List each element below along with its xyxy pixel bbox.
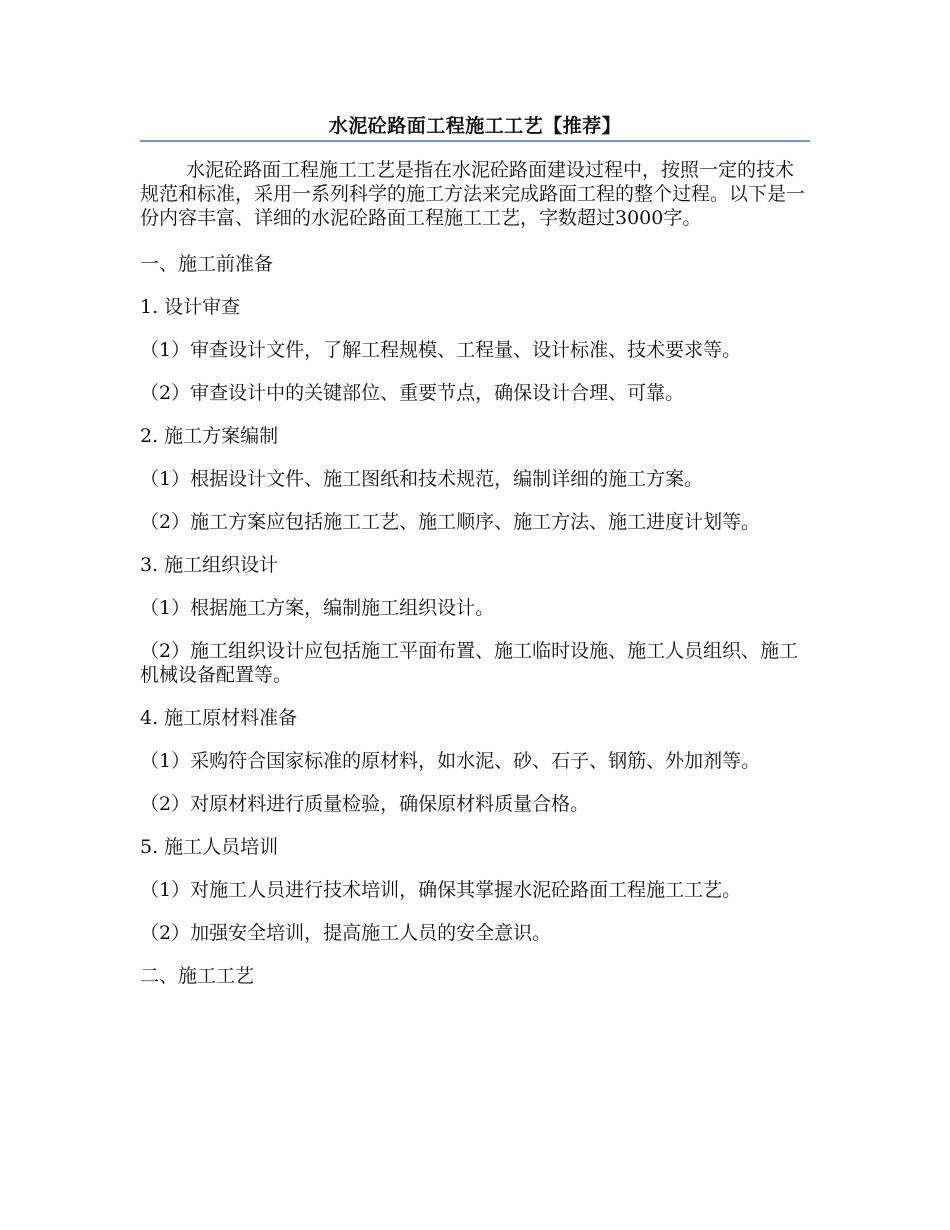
- list-item: （1）采购符合国家标准的原材料，如水泥、砂、石子、钢筋、外加剂等。: [140, 750, 761, 772]
- list-item: （2）审查设计中的关键部位、重要节点，确保设计合理、可靠。: [140, 382, 685, 404]
- list-item: （2）对原材料进行质量检验，确保原材料质量合格。: [140, 793, 590, 815]
- subsection-heading: 3. 施工组织设计: [140, 554, 279, 576]
- section-heading: 二、施工工艺: [140, 965, 255, 987]
- subsection-heading: 2. 施工方案编制: [140, 425, 279, 447]
- list-item: （2）施工组织设计应包括施工平面布置、施工临时设施、施工人员组织、施工机械设备配置等。: [140, 640, 799, 686]
- list-item: （1）对施工人员进行技术培训，确保其掌握水泥砼路面工程施工工艺。: [140, 879, 742, 901]
- subsection-heading: 1. 设计审查: [140, 296, 241, 318]
- list-item: （1）根据施工方案，编制施工组织设计。: [140, 597, 495, 619]
- document-title: 水泥砼路面工程施工工艺【推荐】: [328, 115, 622, 137]
- intro-paragraph: 水泥砼路面工程施工工艺是指在水泥砼路面建设过程中，按照一定的技术规范和标准，采用一系列科学的施工方法来完成路面工程的整个过程。以下是一份内容丰富、详细的水泥砼路面工程施工工艺，字数超过3000字。: [140, 159, 806, 229]
- document-body: [140, 158, 810, 1007]
- list-item: （1）审查设计文件，了解工程规模、工程量、设计标准、技术要求等。: [140, 339, 742, 361]
- list-item: （1）根据设计文件、施工图纸和技术规范，编制详细的施工方案。: [140, 468, 704, 490]
- section-heading: 一、施工前准备: [140, 253, 274, 275]
- subsection-heading: 4. 施工原材料准备: [140, 707, 298, 729]
- title-underline: [140, 140, 810, 142]
- subsection-heading: 5. 施工人员培训: [140, 836, 279, 858]
- list-item: （2）施工方案应包括施工工艺、施工顺序、施工方法、施工进度计划等。: [140, 511, 761, 533]
- list-item: （2）加强安全培训，提高施工人员的安全意识。: [140, 922, 552, 944]
